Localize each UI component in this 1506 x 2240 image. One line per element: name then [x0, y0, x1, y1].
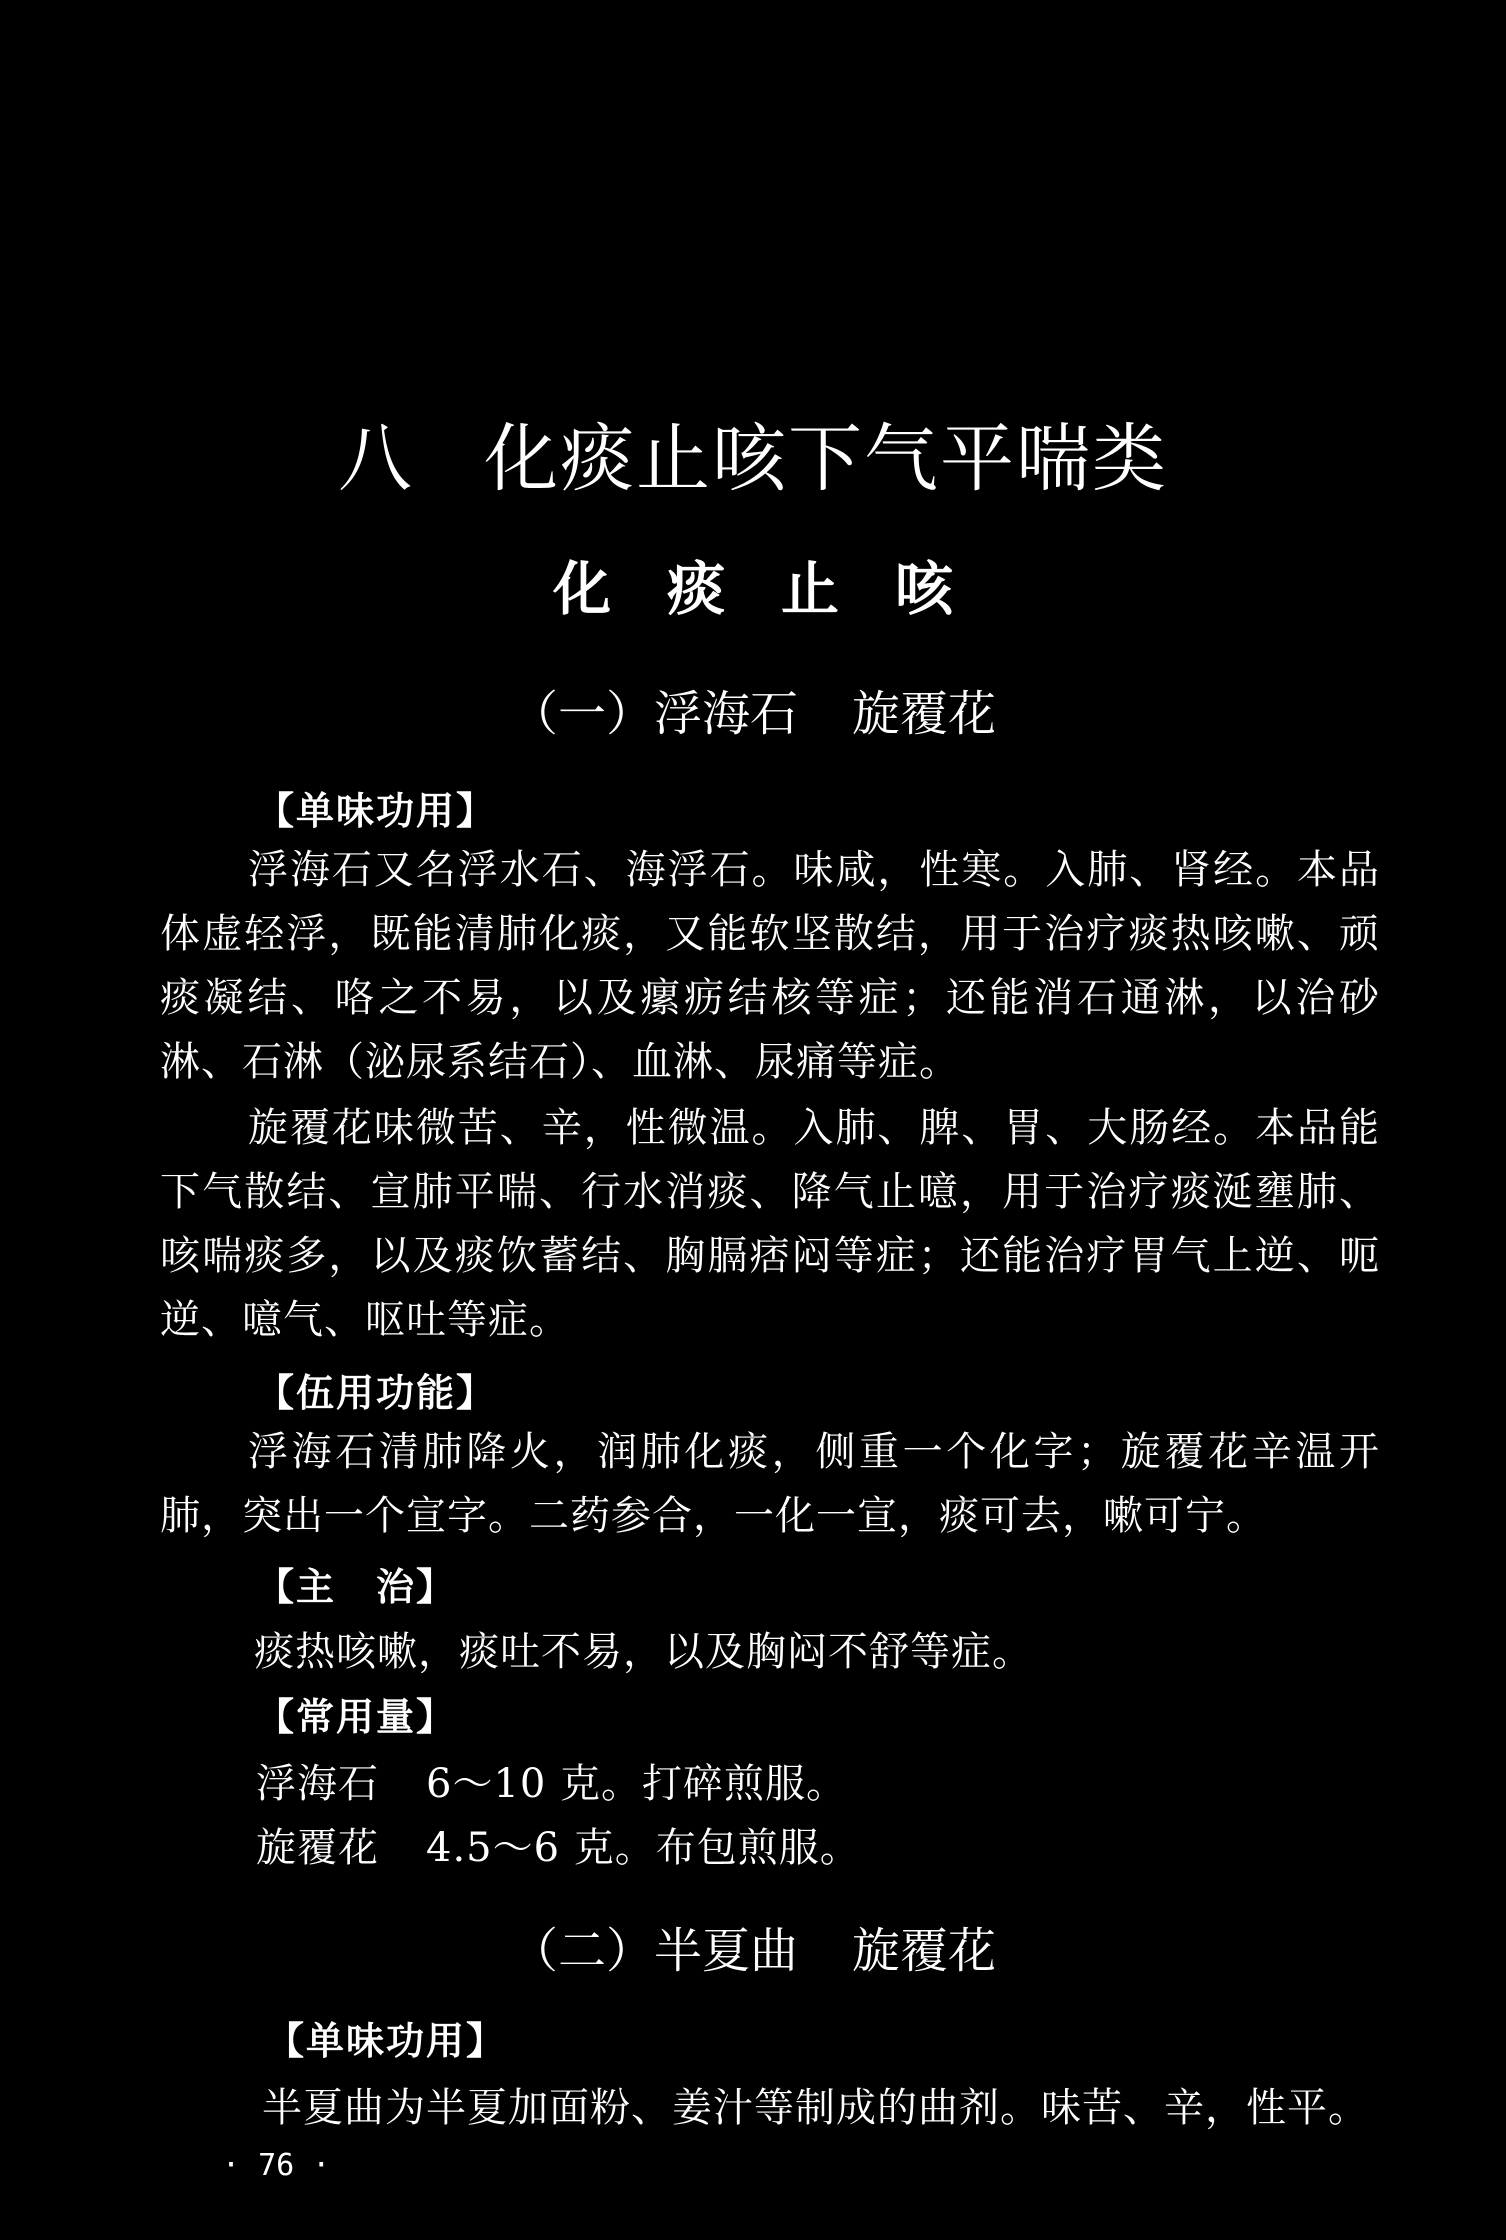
page-number: · 76 ·: [222, 2148, 331, 2183]
dosage-herb-name: 旋覆花: [256, 1825, 379, 1871]
entry-2-herb-a: 半夏曲: [653, 1923, 798, 1979]
chapter-title-text: 化痰止咳下气平喘类: [484, 416, 1168, 502]
entry-1-herb-a: 浮海石: [653, 686, 798, 742]
entry-1-dosage-heading: 【常用量】: [256, 1695, 457, 1739]
entry-1-indications-heading: 【主 治】: [256, 1565, 457, 1609]
dosage-amount: 4.5～6 克。布包煎服。: [426, 1825, 861, 1871]
entry-1-pair-text: 浮海石清肺降火，润肺化痰，侧重一个化字；旋覆花辛温开肺，突出一个宣字。二药参合，一化一宣，痰可去，嗽可宁。: [160, 1429, 1380, 1539]
chapter-number: 八: [338, 416, 414, 502]
chapter-title: [0, 400, 1506, 506]
dosage-amount: 6～10 克。打碎煎服。: [426, 1761, 848, 1807]
dosage-herb-name: 浮海石: [256, 1761, 379, 1807]
entry-1-title-num: （一）: [509, 686, 654, 742]
entry-1-herb-b: 旋覆花: [852, 686, 997, 742]
entry-1-pair-heading: 【伍用功能】: [256, 1371, 497, 1415]
entry-1-single-use-para-2: 旋覆花味微苦、辛，性微温。入肺、脾、胃、大肠经。本品能下气散结、宣肺平喘、行水消痰、降气止噫，用于治疗痰涎壅肺、咳喘痰多，以及痰饮蓄结、胸膈痞闷等症；还能治疗胃气上逆、呃逆、噫气、呕吐等症。: [160, 1105, 1380, 1343]
entry-1-dosage-row: [256, 1752, 847, 1809]
entry-2-single-use-heading: 【单味功用】: [266, 2019, 507, 2063]
entry-2-single-use-text: 半夏曲为半夏加面粉、姜汁等制成的曲剂。味苦、辛，性平。: [262, 2085, 1369, 2131]
entry-1-dosage-row: [256, 1816, 861, 1873]
entry-2-title-num: （二）: [509, 1923, 654, 1979]
entry-1-single-use-para-1: 浮海石又名浮水石、海浮石。味咸，性寒。入肺、肾经。本品体虚轻浮，既能清肺化痰，又能软坚散结，用于治疗痰热咳嗽、顽痰凝结、咯之不易，以及瘰疬结核等症；还能消石通淋，以治砂淋、石淋（泌尿系结石）、血淋、尿痛等症。: [160, 847, 1380, 1085]
entry-1-single-use-heading: 【单味功用】: [256, 789, 497, 833]
section-title: 化痰止咳: [552, 555, 1009, 623]
entry-2-title: [0, 1912, 1506, 1981]
entry-1-title: [0, 675, 1506, 744]
entry-1-indications-text: 痰热咳嗽，痰吐不易，以及胸闷不舒等症。: [254, 1629, 1033, 1675]
entry-2-herb-b: 旋覆花: [852, 1923, 997, 1979]
